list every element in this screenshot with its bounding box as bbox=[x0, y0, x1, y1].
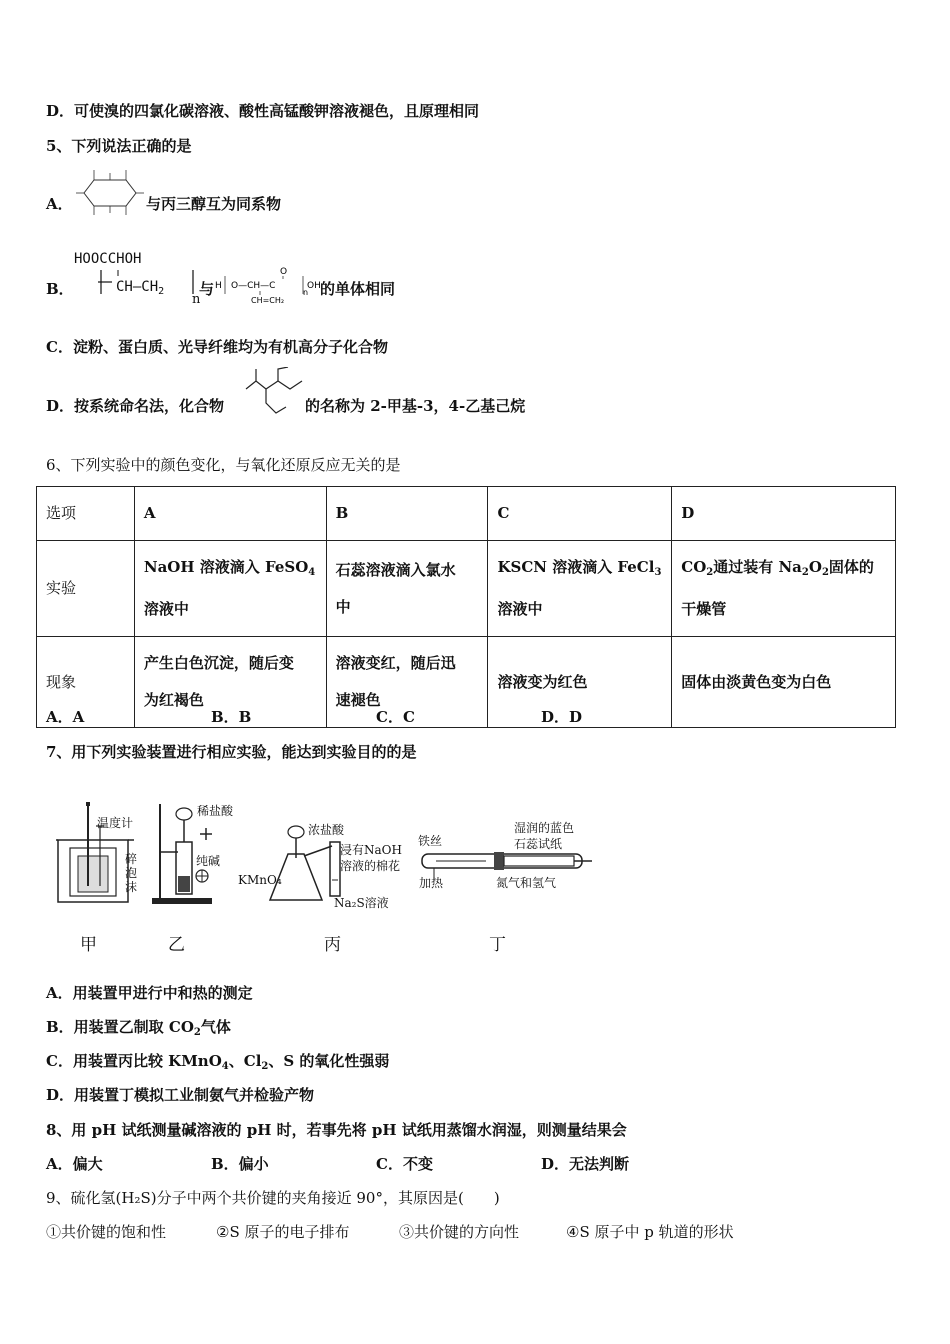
row-label: 实验 bbox=[37, 541, 135, 637]
apparatus-name-yi: 乙 bbox=[168, 935, 185, 955]
q8-stem: 8、用 pH 试纸测量碱溶液的 pH 时，若事先将 pH 试纸用蒸馏水润湿，则测量结果会 bbox=[46, 1121, 627, 1139]
q4-option-d: D．可使溴的四氯化碳溶液、酸性高锰酸钾溶液褪色，且原理相同 bbox=[46, 102, 480, 120]
q9-stem: 9、硫化氢(H₂S)分子中两个共价键的夹角接近 90°，其原因是( ) bbox=[46, 1189, 500, 1207]
apparatus-name-ding: 丁 bbox=[489, 935, 506, 955]
q9-choice: ①共价键的饱和性 bbox=[46, 1223, 167, 1241]
experiment-table bbox=[36, 486, 896, 728]
svg-text:n: n bbox=[303, 288, 309, 297]
q7-option-a: A．用装置甲进行中和热的测定 bbox=[46, 984, 253, 1002]
svg-text:CH=CH₂: CH=CH₂ bbox=[251, 296, 285, 304]
option-label: A． bbox=[46, 195, 73, 213]
header-cell: 选项 bbox=[37, 487, 135, 541]
q8-option: A．偏大 bbox=[46, 1155, 103, 1173]
cell-a: NaOH 溶液滴入 FeSO$_4$ 溶液中 bbox=[134, 541, 326, 637]
q7-option-b: B．用装置乙制取 $CO_2$气体 bbox=[46, 1018, 231, 1038]
svg-text:H: H bbox=[215, 281, 222, 291]
cell-d: 固体由淡黄色变为白色 bbox=[672, 637, 896, 728]
label-iron-wire: 铁丝 bbox=[418, 834, 443, 848]
q5-option-b-text: 的单体相同 bbox=[320, 280, 396, 298]
q8-option: C．不变 bbox=[376, 1155, 433, 1173]
label-na2s: Na₂S溶液 bbox=[334, 896, 389, 910]
q5-option-a-text: 与丙三醇互为同系物 bbox=[146, 195, 282, 213]
cell-b: 溶液变红，随后迅 速褪色 bbox=[326, 637, 488, 728]
q5-option-d-suffix: 的名称为 2-甲基-3，4-乙基己烷 bbox=[305, 397, 526, 415]
q9-choice: ④S 原子中 p 轨道的形状 bbox=[566, 1223, 734, 1241]
header-cell: D bbox=[672, 487, 896, 541]
q6-option: C．C bbox=[376, 708, 415, 726]
label-cotton: 浸有NaOH 溶液的棉花 bbox=[340, 843, 402, 873]
svg-text:O: O bbox=[280, 267, 288, 277]
q6-stem: 6、下列实验中的颜色变化，与氧化还原反应无关的是 bbox=[46, 456, 401, 474]
q5-option-d-prefix: D．按系统命名法，化合物 bbox=[46, 397, 225, 415]
q8-option: B．偏小 bbox=[211, 1155, 269, 1173]
row-label: 现象 bbox=[37, 637, 135, 728]
label-heat: 加热 bbox=[419, 876, 444, 890]
label-thermometer: 温度计 bbox=[97, 816, 134, 830]
apparatus-name-bing: 丙 bbox=[324, 935, 341, 955]
inositol-structure bbox=[74, 165, 146, 221]
q5-stem: 5、下列说法正确的是 bbox=[46, 137, 192, 155]
label-kmno4: KMnO₄ bbox=[238, 873, 282, 887]
header-cell: B bbox=[326, 487, 488, 541]
header-cell: C bbox=[488, 487, 672, 541]
q6-option: D．D bbox=[541, 708, 583, 726]
label-gases: 氮气和氢气 bbox=[496, 876, 557, 890]
label-conc-hcl: 浓盐酸 bbox=[308, 823, 345, 837]
q5-option-c: C．淀粉、蛋白质、光导纤维均为有机高分子化合物 bbox=[46, 338, 388, 356]
q5-option-b-mid: 与 bbox=[199, 280, 215, 298]
cell-b: 石蕊溶液滴入氯水 中 bbox=[326, 541, 488, 637]
q6-option: B．B bbox=[211, 708, 252, 726]
alkane-skeleton bbox=[244, 367, 306, 419]
cell-a: 产生白色沉淀，随后变 为红褐色 bbox=[134, 637, 326, 728]
q6-option: A．A bbox=[46, 708, 85, 726]
polymer-chain: $CH—CH_2$ bbox=[116, 279, 165, 297]
q7-option-c: C．用装置丙比较 KMnO$_4$、$Cl_2$、S 的氧化性强弱 bbox=[46, 1052, 390, 1072]
q5-option-a bbox=[46, 194, 73, 214]
svg-text:OH: OH bbox=[307, 281, 321, 291]
cell-c: 溶液变为红色 bbox=[488, 637, 672, 728]
header-cell: A bbox=[134, 487, 326, 541]
label-dilute-hcl: 稀盐酸 bbox=[197, 804, 234, 818]
q9-choice: ③共价键的方向性 bbox=[399, 1223, 520, 1241]
cell-c: KSCN 溶液滴入 FeCl$_3$ 溶液中 bbox=[488, 541, 672, 637]
label-foam: 碎 泡 沫 bbox=[125, 852, 138, 894]
polyester-structure bbox=[215, 264, 321, 304]
polymer-side-chain: HOOCCHOH bbox=[74, 251, 142, 267]
q5-option-b-label: B． bbox=[46, 280, 74, 298]
svg-text:O—CH—C: O—CH—C bbox=[231, 281, 276, 291]
q7-option-d: D．用装置丁模拟工业制氨气并检验产物 bbox=[46, 1086, 315, 1104]
q9-choice: ②S 原子的电子排布 bbox=[216, 1223, 350, 1241]
q8-option: D．无法判断 bbox=[541, 1155, 630, 1173]
polymer-n: n bbox=[192, 292, 201, 307]
table-header-row bbox=[37, 487, 896, 541]
table-row-phenomenon bbox=[37, 637, 896, 728]
q7-stem: 7、用下列实验装置进行相应实验，能达到实验目的的是 bbox=[46, 743, 417, 761]
label-litmus: 湿润的蓝色 石蕊试纸 bbox=[514, 821, 575, 851]
label-soda: 纯碱 bbox=[196, 854, 221, 868]
cell-d: $CO_2$通过装有 $Na_2O_2$固体的 干燥管 bbox=[672, 541, 896, 637]
table-row-experiment bbox=[37, 541, 896, 637]
apparatus-name-jia: 甲 bbox=[80, 935, 97, 955]
